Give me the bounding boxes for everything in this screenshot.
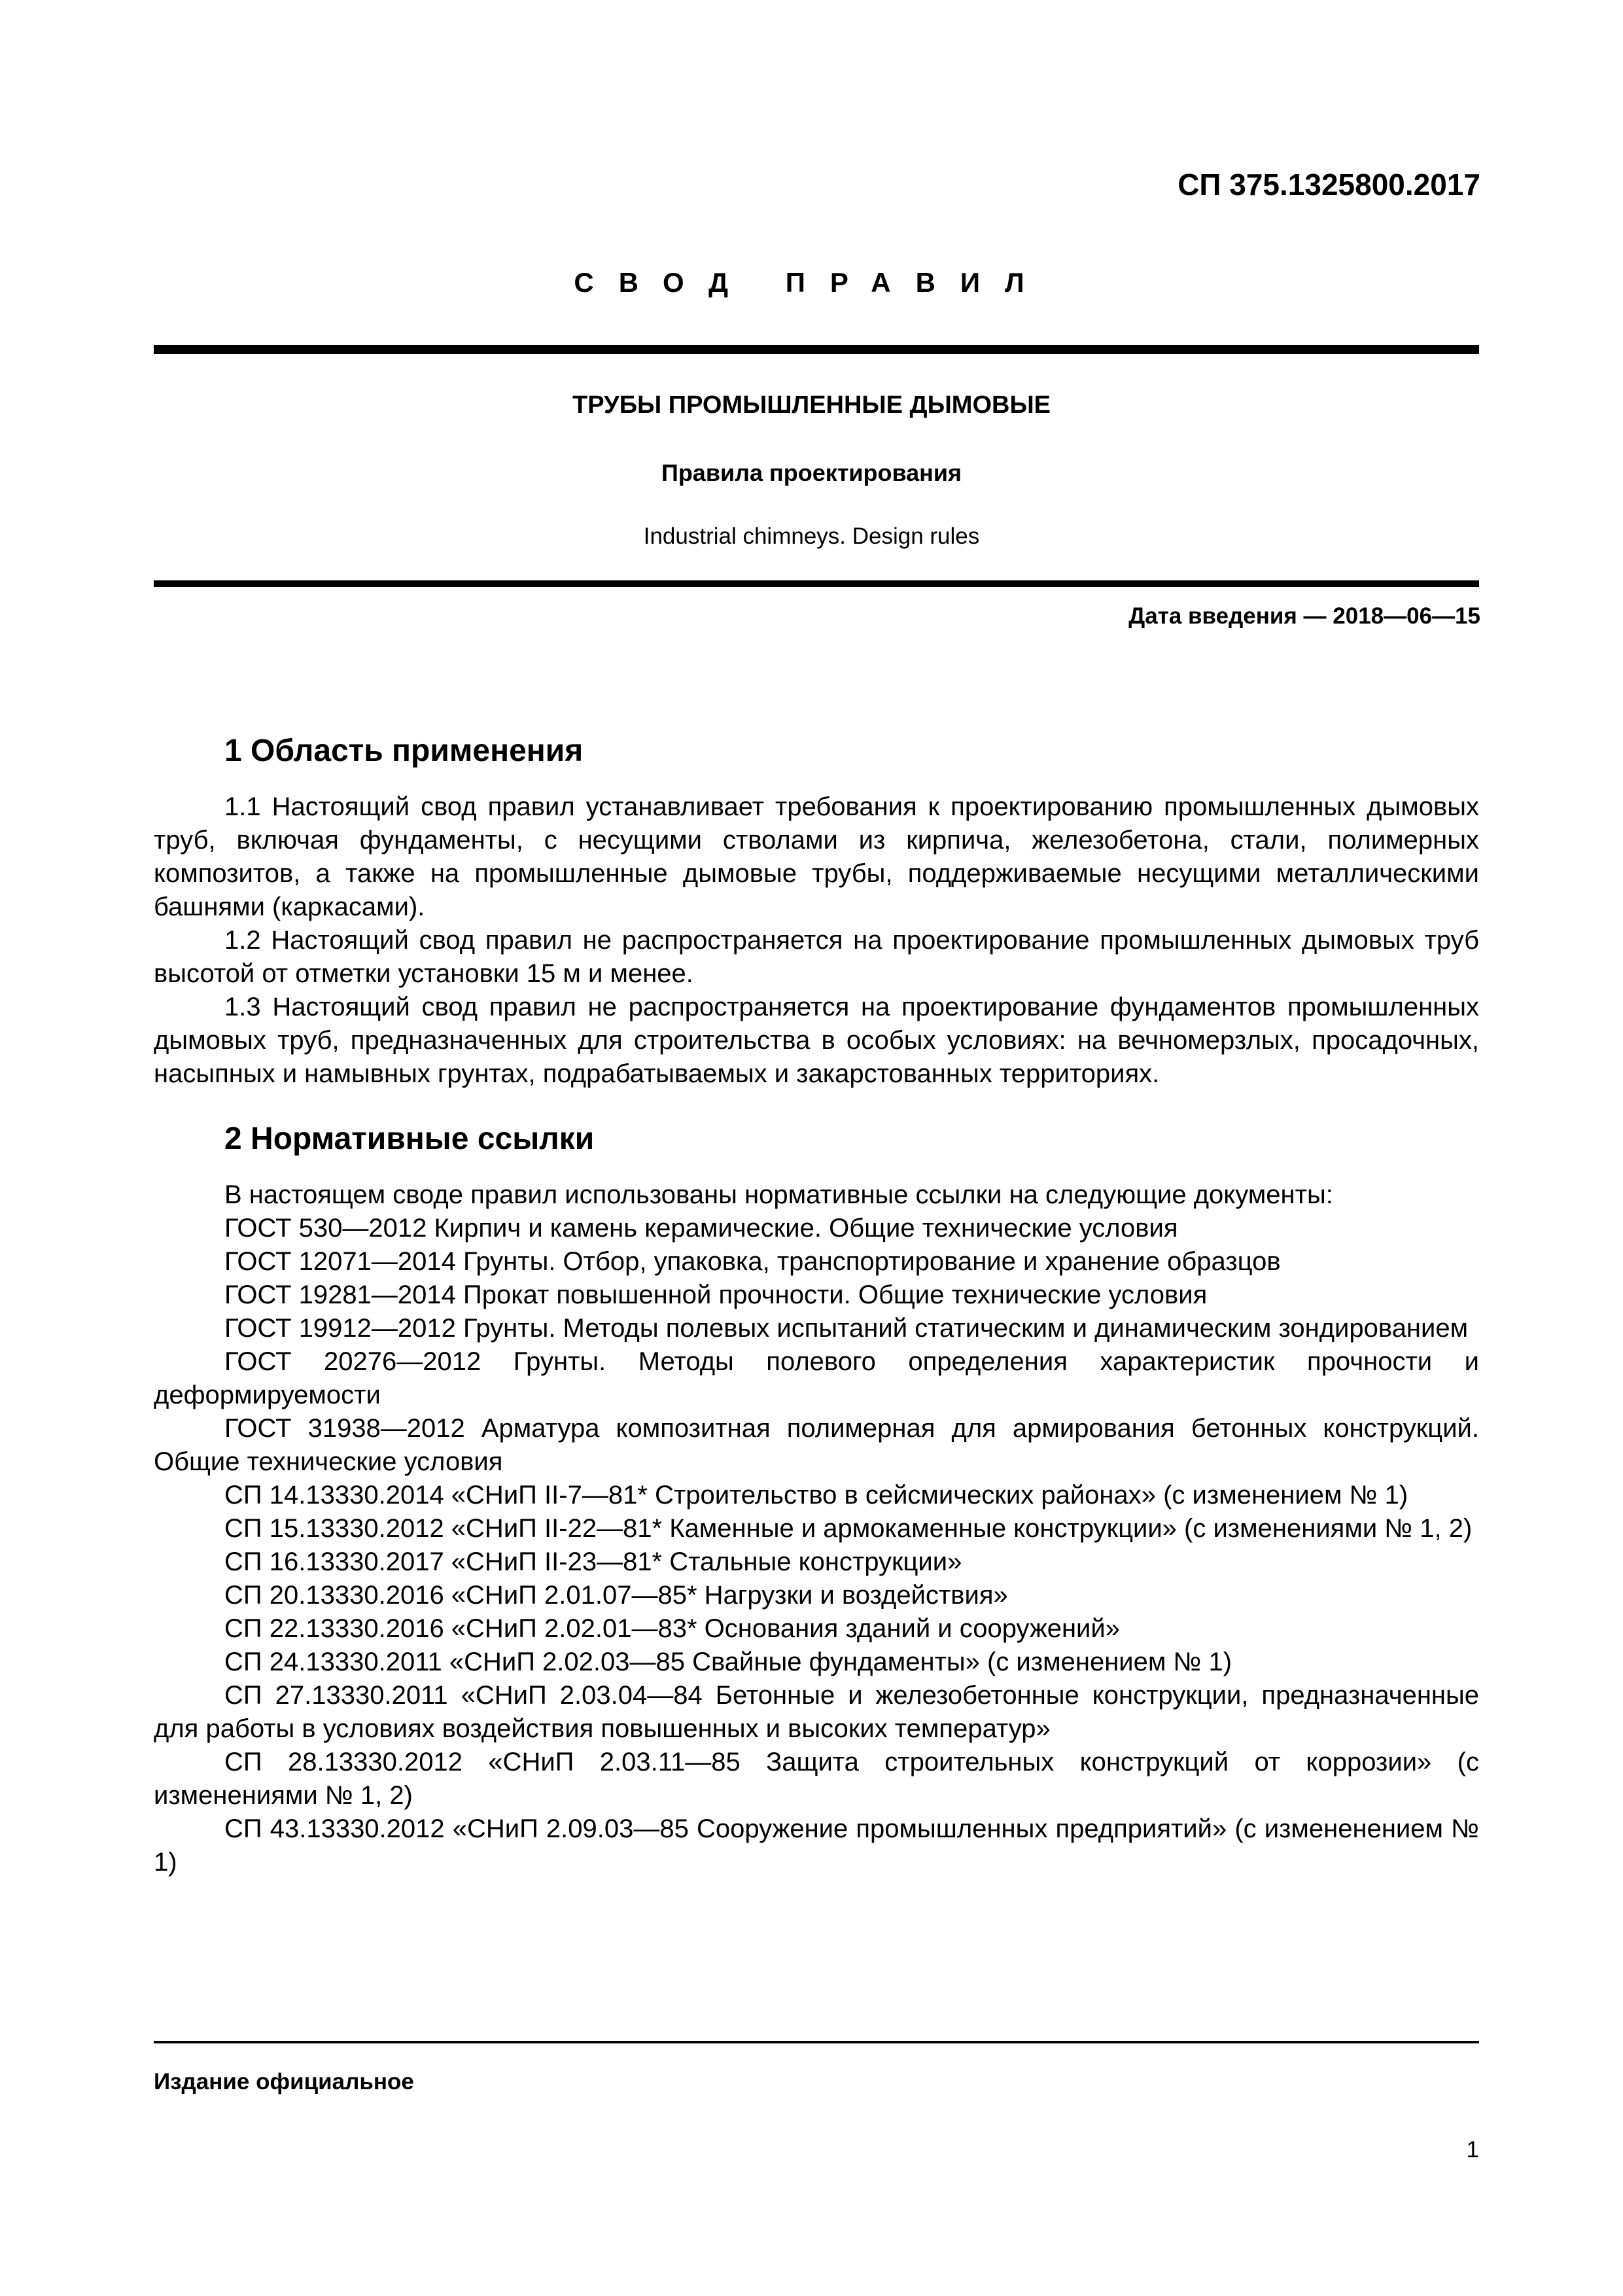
reference-item: СП 28.13330.2012 «СНиП 2.03.11—85 Защита строительных конструкций от коррозии» (с изменениями № 1, 2)	[154, 1748, 1479, 1810]
document-subtitle: Правила проектирования	[661, 459, 962, 486]
reference-item: СП 22.13330.2016 «СНиП 2.02.01—83* Основания зданий и сооружений»	[224, 1614, 1120, 1643]
reference-item: СП 27.13330.2011 «СНиП 2.03.04—84 Бетонные и железобетонные конструкции, предназначенные для работы в условиях воздействия повышенных и высоких температур»	[154, 1681, 1479, 1743]
paragraph-1-3: 1.3 Настоящий свод правил не распространяется на проектирование фундаментов промышленных дымовых труб, предназначенных для строительства в особых условиях: на вечномерзлых, просадочных, насыпных и намывных грунтах, подрабатываемых и закарстованных территориях.	[154, 993, 1479, 1088]
introduction-date: Дата введения — 2018—06—15	[1128, 603, 1480, 629]
document-title: ТРУБЫ ПРОМЫШЛЕННЫЕ ДЫМОВЫЕ	[572, 391, 1051, 419]
reference-item: СП 24.13330.2011 «СНиП 2.02.03—85 Свайные фундаменты» (с изменением № 1)	[224, 1648, 1232, 1676]
section-heading-scope: 1 Область применения	[224, 733, 584, 768]
page-number: 1	[1466, 2137, 1479, 2163]
title-bottom-rule	[154, 580, 1479, 587]
reference-item: ГОСТ 31938—2012 Арматура композитная полимерная для армирования бетонных конструкций. Общие технические условия	[154, 1414, 1479, 1476]
reference-item: ГОСТ 12071—2014 Грунты. Отбор, упаковка, транспортирование и хранение образцов	[224, 1247, 1281, 1276]
edition-label: Издание официальное	[154, 2069, 414, 2094]
reference-item: СП 14.13330.2014 «СНиП II-7—81* Строительство в сейсмических районах» (с изменением № 1)	[224, 1481, 1408, 1510]
paragraph-1-2: 1.2 Настоящий свод правил не распространяется на проектирование промышленных дымовых труб высотой от отметки установки 15 м и менее.	[154, 926, 1479, 988]
reference-item: СП 16.13330.2017 «СНиП II-23—81* Стальные конструкции»	[224, 1547, 962, 1576]
reference-item: СП 15.13330.2012 «СНиП II-22—81* Каменные и армокаменные конструкции» (с изменениями № 1, 2)	[224, 1514, 1473, 1543]
reference-item: ГОСТ 19281—2014 Прокат повышенной прочности. Общие технические условия	[224, 1280, 1208, 1309]
document-kind: СВОД ПРАВИЛ	[574, 267, 1049, 298]
reference-item: СП 20.13330.2016 «СНиП 2.01.07—85* Нагрузки и воздействия»	[224, 1581, 1008, 1610]
reference-item: ГОСТ 19912—2012 Грунты. Методы полевых испытаний статическим и динамическим зондированием	[224, 1314, 1469, 1343]
section-heading-references: 2 Нормативные ссылки	[224, 1122, 595, 1156]
document-title-english: Industrial chimneys. Design rules	[643, 523, 980, 549]
document-body	[154, 732, 1479, 1879]
reference-item: ГОСТ 20276—2012 Грунты. Методы полевого определения характеристик прочности и деформируемости	[154, 1347, 1479, 1409]
document-code: СП 375.1325800.2017	[1178, 168, 1480, 202]
reference-item: ГОСТ 530—2012 Кирпич и камень керамические. Общие технические условия	[224, 1214, 1178, 1243]
paragraph-1-1: 1.1 Настоящий свод правил устанавливает требования к проектированию промышленных дымовых труб, включая фундаменты, с несущими стволами из кирпича, железобетона, стали, полимерных композитов, а также на промышленные дымовые трубы, поддерживаемые несущими металлическими башнями (каркасами).	[154, 792, 1479, 921]
top-rule	[154, 345, 1479, 354]
references-intro: В настоящем своде правил использованы нормативные ссылки на следующие документы:	[224, 1180, 1333, 1209]
reference-item: СП 43.13330.2012 «СНиП 2.09.03—85 Сооружение промышленных предприятий» (с измененением № 1)	[154, 1814, 1479, 1877]
footer-rule	[154, 2041, 1479, 2043]
